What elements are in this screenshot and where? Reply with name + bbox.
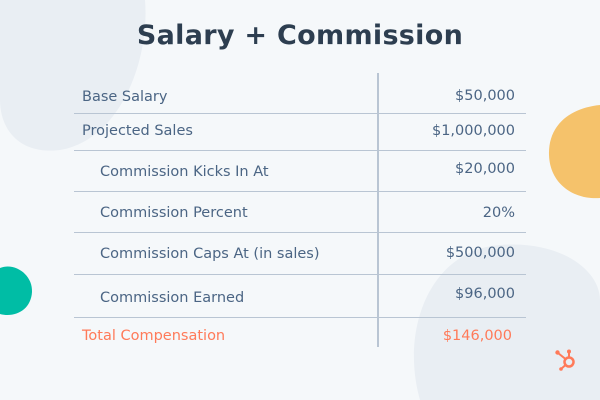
row-value: $1,000,000 bbox=[431, 123, 515, 139]
green-blob bbox=[0, 267, 32, 315]
row-label: Projected Sales bbox=[82, 123, 193, 139]
row-value: $20,000 bbox=[455, 161, 515, 177]
row-label: Commission Earned bbox=[100, 290, 245, 306]
table-row bbox=[74, 275, 526, 318]
table-row bbox=[74, 233, 526, 275]
row-label: Commission Percent bbox=[100, 205, 248, 221]
compensation-table bbox=[74, 73, 526, 347]
table-row bbox=[74, 192, 526, 233]
total-label: Total Compensation bbox=[82, 328, 226, 344]
table-row bbox=[74, 114, 526, 151]
row-label: Commission Kicks In At bbox=[100, 164, 269, 180]
row-label: Commission Caps At (in sales) bbox=[100, 246, 320, 262]
row-value: $96,000 bbox=[455, 286, 515, 302]
orange-blob bbox=[549, 105, 600, 198]
hubspot-sprocket-icon bbox=[551, 345, 581, 375]
row-value: $500,000 bbox=[445, 245, 515, 261]
table-row bbox=[74, 151, 526, 192]
row-value: 20% bbox=[482, 205, 515, 221]
row-value: $50,000 bbox=[455, 88, 515, 104]
row-label: Base Salary bbox=[82, 89, 168, 105]
table-row bbox=[74, 73, 526, 114]
table-row-total bbox=[74, 318, 526, 347]
page-title: Salary + Commission bbox=[136, 20, 464, 51]
total-value: $146,000 bbox=[442, 328, 512, 344]
